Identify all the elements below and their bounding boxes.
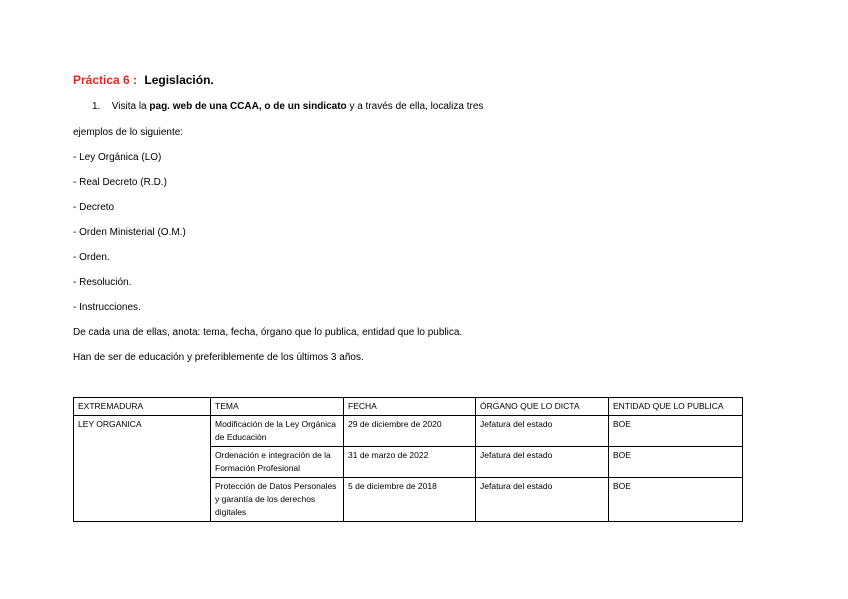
anota-line: De cada una de ellas, anota: tema, fecha, órgano que lo publica, entidad que lo publica. bbox=[73, 327, 463, 338]
table-header: ÓRGANO QUE LO DICTA bbox=[476, 398, 609, 416]
instruction-text-a: Visita la bbox=[111, 101, 147, 112]
fecha-cell: 29 de diciembre de 2020 bbox=[344, 416, 476, 447]
table-header-row bbox=[74, 398, 743, 416]
instruction-number: 1. bbox=[92, 101, 101, 112]
organo-cell: Jefatura del estado bbox=[476, 478, 609, 522]
fecha-cell: 31 de marzo de 2022 bbox=[344, 447, 476, 478]
organo-cell: Jefatura del estado bbox=[476, 447, 609, 478]
list-item: - Instrucciones. bbox=[73, 302, 141, 313]
entidad-cell: BOE bbox=[609, 447, 743, 478]
entidad-cell: BOE bbox=[609, 478, 743, 522]
intro-line: ejemplos de lo siguiente: bbox=[73, 127, 184, 138]
legislation-table bbox=[73, 397, 743, 522]
table-header: TEMA bbox=[211, 398, 344, 416]
list-item: - Ley Orgánica (LO) bbox=[73, 152, 162, 163]
list-item: - Real Decreto (R.D.) bbox=[73, 177, 167, 188]
instruction-text-c: y a través de ella, localiza tres bbox=[349, 101, 484, 112]
list-item: - Orden Ministerial (O.M.) bbox=[73, 227, 186, 238]
instruction-text-bold: pag. web de una CCAA, o de un sindicato bbox=[149, 101, 347, 112]
title-prefix: Práctica 6 : bbox=[73, 73, 138, 87]
list-item: - Decreto bbox=[73, 202, 115, 213]
tema-cell: Ordenación e integración de la Formación Profesional bbox=[211, 447, 344, 478]
page-title bbox=[73, 73, 214, 87]
instruction-line bbox=[92, 101, 483, 112]
entidad-cell: BOE bbox=[609, 416, 743, 447]
tema-cell: Modificación de la Ley Orgánica de Educación bbox=[211, 416, 344, 447]
table-row bbox=[74, 416, 743, 447]
tema-cell: Protección de Datos Personales y garantía de los derechos digitales bbox=[211, 478, 344, 522]
list-item: - Resolución. bbox=[73, 277, 132, 288]
anos-line: Han de ser de educación y preferiblemente de los últimos 3 años. bbox=[73, 352, 364, 363]
table-header: EXTREMADURA bbox=[74, 398, 211, 416]
organo-cell: Jefatura del estado bbox=[476, 416, 609, 447]
list-item: - Orden. bbox=[73, 252, 110, 263]
fecha-cell: 5 de diciembre de 2018 bbox=[344, 478, 476, 522]
table-header: ENTIDAD QUE LO PUBLICA bbox=[609, 398, 743, 416]
row-label-cell: LEY ORGANICA bbox=[74, 416, 211, 522]
title-main: Legislación. bbox=[144, 73, 214, 87]
table-header: FECHA bbox=[344, 398, 476, 416]
